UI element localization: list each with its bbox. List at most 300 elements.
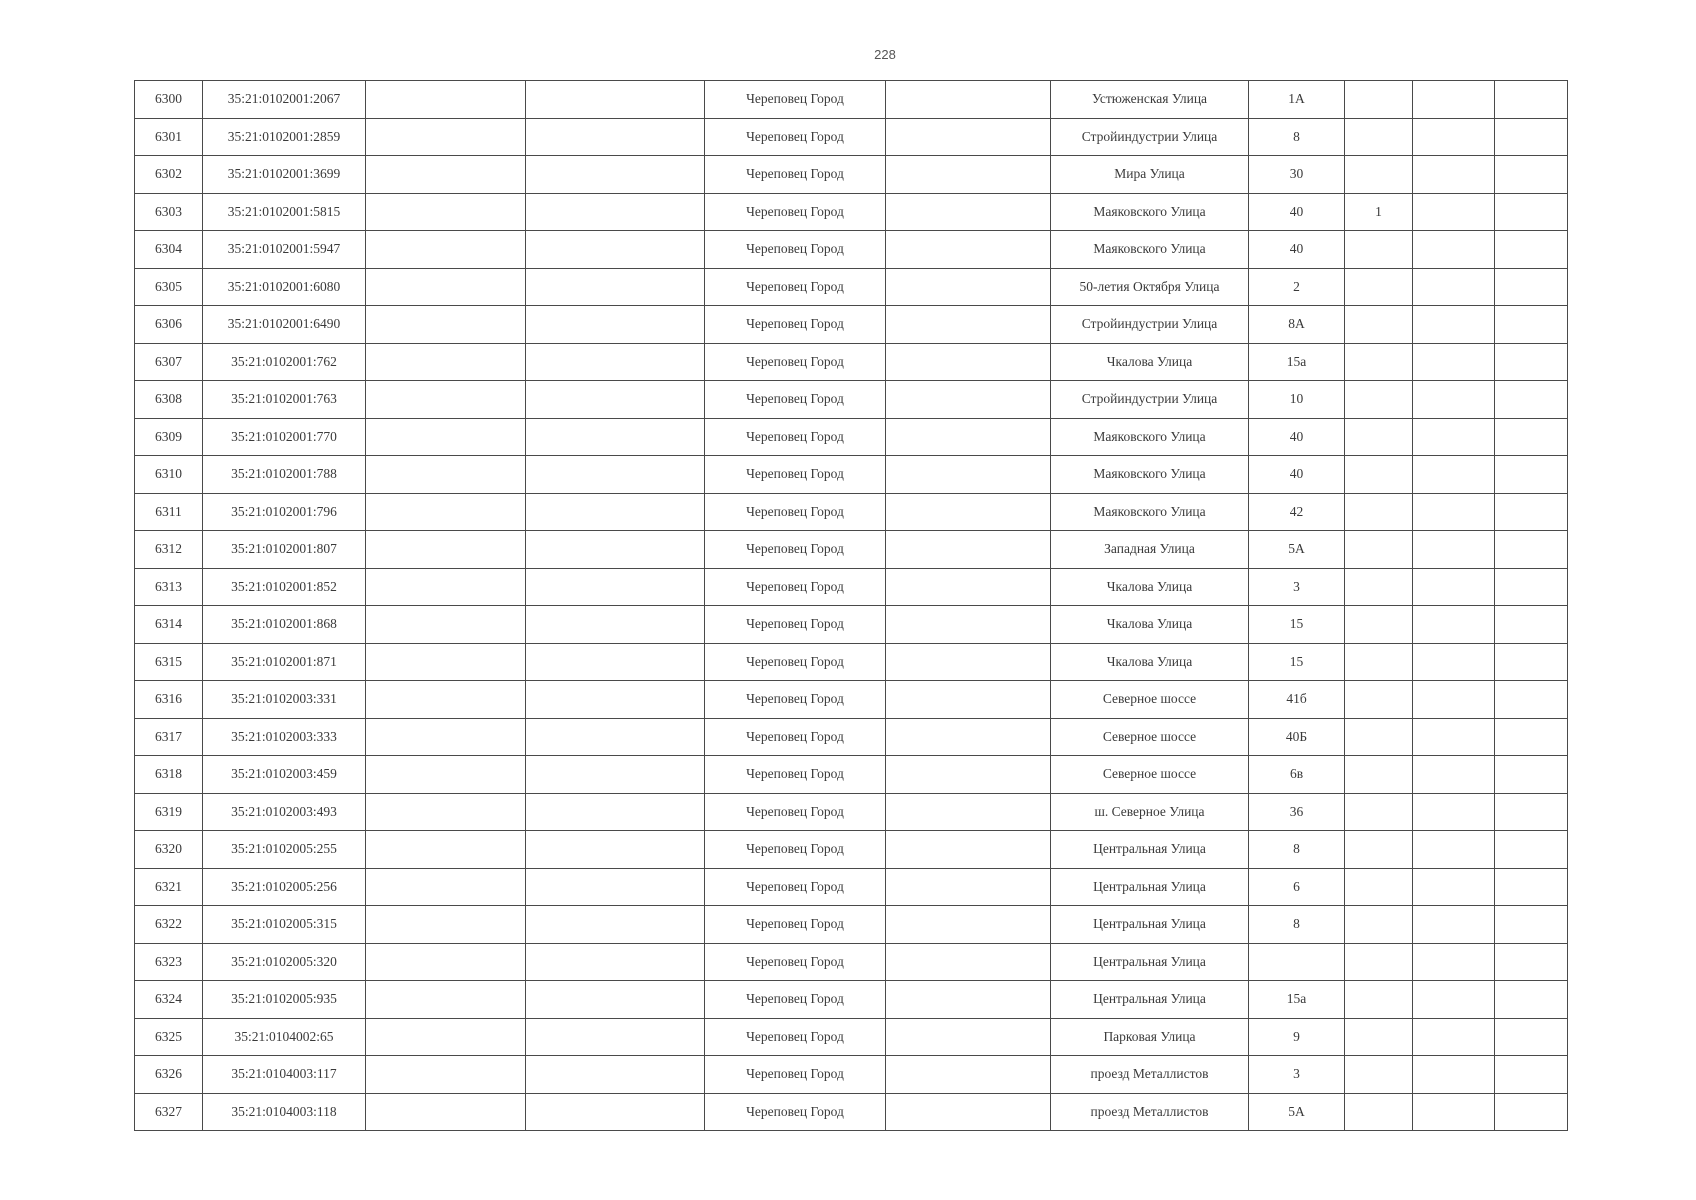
building-number-cell bbox=[1345, 493, 1413, 531]
house-number-cell: 40 bbox=[1249, 231, 1345, 269]
locality-cell: Череповец Город bbox=[705, 1018, 886, 1056]
building-number-cell bbox=[1345, 981, 1413, 1019]
empty-cell bbox=[526, 756, 705, 794]
street-cell: Чкалова Улица bbox=[1051, 643, 1249, 681]
empty-cell bbox=[1413, 193, 1495, 231]
empty-cell bbox=[526, 943, 705, 981]
empty-cell bbox=[1495, 231, 1568, 269]
empty-cell bbox=[1413, 831, 1495, 869]
table-row bbox=[135, 718, 1568, 756]
table-row bbox=[135, 943, 1568, 981]
table-row bbox=[135, 756, 1568, 794]
cadastral-number-cell: 35:21:0102001:807 bbox=[203, 531, 366, 569]
empty-cell bbox=[366, 493, 526, 531]
locality-cell: Череповец Город bbox=[705, 981, 886, 1019]
empty-cell bbox=[1495, 1018, 1568, 1056]
cadastral-number-cell: 35:21:0102001:762 bbox=[203, 343, 366, 381]
table-row bbox=[135, 156, 1568, 194]
row-number-cell: 6311 bbox=[135, 493, 203, 531]
cadastral-number-cell: 35:21:0102001:852 bbox=[203, 568, 366, 606]
empty-cell bbox=[366, 81, 526, 119]
empty-cell bbox=[366, 231, 526, 269]
locality-cell: Череповец Город bbox=[705, 606, 886, 644]
table-row bbox=[135, 906, 1568, 944]
empty-cell bbox=[366, 531, 526, 569]
empty-cell bbox=[886, 156, 1051, 194]
empty-cell bbox=[526, 306, 705, 344]
row-number-cell: 6326 bbox=[135, 1056, 203, 1094]
empty-cell bbox=[366, 156, 526, 194]
cadastral-number-cell: 35:21:0102005:315 bbox=[203, 906, 366, 944]
empty-cell bbox=[526, 268, 705, 306]
empty-cell bbox=[886, 568, 1051, 606]
street-cell: Маяковского Улица bbox=[1051, 418, 1249, 456]
empty-cell bbox=[1495, 343, 1568, 381]
street-cell: Чкалова Улица bbox=[1051, 606, 1249, 644]
house-number-cell: 40 bbox=[1249, 193, 1345, 231]
empty-cell bbox=[1495, 81, 1568, 119]
street-cell: Северное шоссе bbox=[1051, 681, 1249, 719]
empty-cell bbox=[1413, 118, 1495, 156]
building-number-cell bbox=[1345, 531, 1413, 569]
empty-cell bbox=[886, 418, 1051, 456]
street-cell: Маяковского Улица bbox=[1051, 493, 1249, 531]
empty-cell bbox=[1495, 118, 1568, 156]
row-number-cell: 6312 bbox=[135, 531, 203, 569]
empty-cell bbox=[526, 906, 705, 944]
building-number-cell bbox=[1345, 606, 1413, 644]
table-body bbox=[135, 81, 1568, 1131]
table-row bbox=[135, 868, 1568, 906]
empty-cell bbox=[1495, 643, 1568, 681]
empty-cell bbox=[1413, 343, 1495, 381]
building-number-cell bbox=[1345, 1018, 1413, 1056]
cadastral-number-cell: 35:21:0102001:6490 bbox=[203, 306, 366, 344]
row-number-cell: 6322 bbox=[135, 906, 203, 944]
cadastral-number-cell: 35:21:0102001:770 bbox=[203, 418, 366, 456]
empty-cell bbox=[1495, 756, 1568, 794]
empty-cell bbox=[526, 343, 705, 381]
table-row bbox=[135, 118, 1568, 156]
empty-cell bbox=[1413, 1056, 1495, 1094]
empty-cell bbox=[1495, 531, 1568, 569]
cadastral-number-cell: 35:21:0102005:255 bbox=[203, 831, 366, 869]
empty-cell bbox=[366, 1093, 526, 1131]
row-number-cell: 6305 bbox=[135, 268, 203, 306]
empty-cell bbox=[886, 1093, 1051, 1131]
empty-cell bbox=[526, 606, 705, 644]
cadastral-number-cell: 35:21:0102001:788 bbox=[203, 456, 366, 494]
house-number-cell: 5А bbox=[1249, 1093, 1345, 1131]
empty-cell bbox=[1495, 493, 1568, 531]
empty-cell bbox=[366, 718, 526, 756]
empty-cell bbox=[1413, 81, 1495, 119]
building-number-cell bbox=[1345, 268, 1413, 306]
empty-cell bbox=[526, 681, 705, 719]
empty-cell bbox=[1413, 981, 1495, 1019]
registry-table bbox=[134, 80, 1568, 1131]
house-number-cell: 3 bbox=[1249, 568, 1345, 606]
empty-cell bbox=[366, 981, 526, 1019]
building-number-cell bbox=[1345, 418, 1413, 456]
cadastral-number-cell: 35:21:0102001:2067 bbox=[203, 81, 366, 119]
table-row bbox=[135, 681, 1568, 719]
house-number-cell: 10 bbox=[1249, 381, 1345, 419]
cadastral-number-cell: 35:21:0102001:868 bbox=[203, 606, 366, 644]
empty-cell bbox=[886, 681, 1051, 719]
table-row bbox=[135, 643, 1568, 681]
table-row bbox=[135, 793, 1568, 831]
street-cell: Стройиндустрии Улица bbox=[1051, 118, 1249, 156]
empty-cell bbox=[886, 981, 1051, 1019]
empty-cell bbox=[1413, 718, 1495, 756]
empty-cell bbox=[1413, 568, 1495, 606]
empty-cell bbox=[886, 268, 1051, 306]
street-cell: Стройиндустрии Улица bbox=[1051, 306, 1249, 344]
house-number-cell: 8 bbox=[1249, 831, 1345, 869]
house-number-cell: 15 bbox=[1249, 643, 1345, 681]
empty-cell bbox=[1495, 1093, 1568, 1131]
empty-cell bbox=[1413, 681, 1495, 719]
empty-cell bbox=[886, 118, 1051, 156]
empty-cell bbox=[366, 643, 526, 681]
cadastral-number-cell: 35:21:0102005:935 bbox=[203, 981, 366, 1019]
empty-cell bbox=[366, 756, 526, 794]
building-number-cell bbox=[1345, 306, 1413, 344]
house-number-cell: 15а bbox=[1249, 981, 1345, 1019]
locality-cell: Череповец Город bbox=[705, 343, 886, 381]
table-row bbox=[135, 1056, 1568, 1094]
row-number-cell: 6317 bbox=[135, 718, 203, 756]
empty-cell bbox=[526, 381, 705, 419]
empty-cell bbox=[886, 643, 1051, 681]
table-row bbox=[135, 456, 1568, 494]
locality-cell: Череповец Город bbox=[705, 793, 886, 831]
empty-cell bbox=[526, 418, 705, 456]
empty-cell bbox=[886, 81, 1051, 119]
table-row bbox=[135, 531, 1568, 569]
empty-cell bbox=[886, 831, 1051, 869]
empty-cell bbox=[526, 868, 705, 906]
cadastral-number-cell: 35:21:0102001:2859 bbox=[203, 118, 366, 156]
building-number-cell bbox=[1345, 831, 1413, 869]
empty-cell bbox=[886, 793, 1051, 831]
table-row bbox=[135, 1093, 1568, 1131]
row-number-cell: 6306 bbox=[135, 306, 203, 344]
empty-cell bbox=[1413, 306, 1495, 344]
building-number-cell bbox=[1345, 943, 1413, 981]
empty-cell bbox=[886, 606, 1051, 644]
house-number-cell: 15а bbox=[1249, 343, 1345, 381]
street-cell: Центральная Улица bbox=[1051, 831, 1249, 869]
empty-cell bbox=[1413, 381, 1495, 419]
row-number-cell: 6323 bbox=[135, 943, 203, 981]
empty-cell bbox=[366, 418, 526, 456]
building-number-cell bbox=[1345, 81, 1413, 119]
cadastral-number-cell: 35:21:0102003:459 bbox=[203, 756, 366, 794]
page-number: 228 bbox=[874, 47, 896, 62]
table-row bbox=[135, 381, 1568, 419]
empty-cell bbox=[526, 1056, 705, 1094]
building-number-cell bbox=[1345, 868, 1413, 906]
row-number-cell: 6300 bbox=[135, 81, 203, 119]
locality-cell: Череповец Город bbox=[705, 418, 886, 456]
locality-cell: Череповец Город bbox=[705, 906, 886, 944]
empty-cell bbox=[1495, 981, 1568, 1019]
table-row bbox=[135, 981, 1568, 1019]
row-number-cell: 6314 bbox=[135, 606, 203, 644]
empty-cell bbox=[1413, 1093, 1495, 1131]
cadastral-number-cell: 35:21:0102001:871 bbox=[203, 643, 366, 681]
row-number-cell: 6309 bbox=[135, 418, 203, 456]
empty-cell bbox=[1413, 456, 1495, 494]
locality-cell: Череповец Город bbox=[705, 193, 886, 231]
empty-cell bbox=[1495, 156, 1568, 194]
cadastral-number-cell: 35:21:0102005:256 bbox=[203, 868, 366, 906]
empty-cell bbox=[886, 231, 1051, 269]
empty-cell bbox=[886, 906, 1051, 944]
cadastral-number-cell: 35:21:0104003:118 bbox=[203, 1093, 366, 1131]
row-number-cell: 6316 bbox=[135, 681, 203, 719]
empty-cell bbox=[1413, 531, 1495, 569]
empty-cell bbox=[526, 493, 705, 531]
locality-cell: Череповец Город bbox=[705, 268, 886, 306]
empty-cell bbox=[1495, 268, 1568, 306]
house-number-cell: 41б bbox=[1249, 681, 1345, 719]
building-number-cell bbox=[1345, 1056, 1413, 1094]
empty-cell bbox=[526, 793, 705, 831]
empty-cell bbox=[1413, 606, 1495, 644]
street-cell: Устюженская Улица bbox=[1051, 81, 1249, 119]
empty-cell bbox=[886, 193, 1051, 231]
empty-cell bbox=[366, 456, 526, 494]
street-cell: Центральная Улица bbox=[1051, 906, 1249, 944]
building-number-cell: 1 bbox=[1345, 193, 1413, 231]
street-cell: ш. Северное Улица bbox=[1051, 793, 1249, 831]
empty-cell bbox=[366, 1018, 526, 1056]
cadastral-number-cell: 35:21:0102001:3699 bbox=[203, 156, 366, 194]
row-number-cell: 6313 bbox=[135, 568, 203, 606]
locality-cell: Череповец Город bbox=[705, 718, 886, 756]
table-row bbox=[135, 1018, 1568, 1056]
row-number-cell: 6304 bbox=[135, 231, 203, 269]
street-cell: Стройиндустрии Улица bbox=[1051, 381, 1249, 419]
locality-cell: Череповец Город bbox=[705, 306, 886, 344]
empty-cell bbox=[526, 456, 705, 494]
cadastral-number-cell: 35:21:0102001:763 bbox=[203, 381, 366, 419]
empty-cell bbox=[526, 118, 705, 156]
table-row bbox=[135, 493, 1568, 531]
empty-cell bbox=[526, 568, 705, 606]
empty-cell bbox=[366, 793, 526, 831]
building-number-cell bbox=[1345, 343, 1413, 381]
building-number-cell bbox=[1345, 568, 1413, 606]
table-row bbox=[135, 193, 1568, 231]
locality-cell: Череповец Город bbox=[705, 643, 886, 681]
cadastral-number-cell: 35:21:0102001:6080 bbox=[203, 268, 366, 306]
empty-cell bbox=[526, 981, 705, 1019]
empty-cell bbox=[1413, 793, 1495, 831]
empty-cell bbox=[526, 1093, 705, 1131]
building-number-cell bbox=[1345, 156, 1413, 194]
house-number-cell: 42 bbox=[1249, 493, 1345, 531]
empty-cell bbox=[366, 118, 526, 156]
row-number-cell: 6308 bbox=[135, 381, 203, 419]
row-number-cell: 6320 bbox=[135, 831, 203, 869]
empty-cell bbox=[366, 343, 526, 381]
empty-cell bbox=[1495, 456, 1568, 494]
empty-cell bbox=[366, 193, 526, 231]
locality-cell: Череповец Город bbox=[705, 943, 886, 981]
empty-cell bbox=[526, 231, 705, 269]
empty-cell bbox=[1413, 1018, 1495, 1056]
empty-cell bbox=[1413, 156, 1495, 194]
empty-cell bbox=[366, 268, 526, 306]
cadastral-number-cell: 35:21:0102005:320 bbox=[203, 943, 366, 981]
empty-cell bbox=[366, 606, 526, 644]
empty-cell bbox=[1495, 606, 1568, 644]
empty-cell bbox=[1413, 906, 1495, 944]
empty-cell bbox=[886, 531, 1051, 569]
empty-cell bbox=[886, 456, 1051, 494]
building-number-cell bbox=[1345, 681, 1413, 719]
locality-cell: Череповец Город bbox=[705, 231, 886, 269]
empty-cell bbox=[526, 643, 705, 681]
building-number-cell bbox=[1345, 793, 1413, 831]
street-cell: Маяковского Улица bbox=[1051, 231, 1249, 269]
table-row bbox=[135, 606, 1568, 644]
cadastral-number-cell: 35:21:0104002:65 bbox=[203, 1018, 366, 1056]
house-number-cell: 8А bbox=[1249, 306, 1345, 344]
table-row bbox=[135, 831, 1568, 869]
empty-cell bbox=[366, 831, 526, 869]
building-number-cell bbox=[1345, 118, 1413, 156]
street-cell: Парковая Улица bbox=[1051, 1018, 1249, 1056]
empty-cell bbox=[886, 306, 1051, 344]
house-number-cell: 6в bbox=[1249, 756, 1345, 794]
street-cell: проезд Металлистов bbox=[1051, 1056, 1249, 1094]
cadastral-number-cell: 35:21:0102001:5947 bbox=[203, 231, 366, 269]
table-row bbox=[135, 306, 1568, 344]
empty-cell bbox=[1495, 681, 1568, 719]
row-number-cell: 6302 bbox=[135, 156, 203, 194]
street-cell: Мира Улица bbox=[1051, 156, 1249, 194]
empty-cell bbox=[886, 493, 1051, 531]
house-number-cell: 15 bbox=[1249, 606, 1345, 644]
cadastral-number-cell: 35:21:0102003:333 bbox=[203, 718, 366, 756]
locality-cell: Череповец Город bbox=[705, 81, 886, 119]
building-number-cell bbox=[1345, 381, 1413, 419]
row-number-cell: 6321 bbox=[135, 868, 203, 906]
house-number-cell: 9 bbox=[1249, 1018, 1345, 1056]
empty-cell bbox=[1413, 493, 1495, 531]
empty-cell bbox=[1413, 756, 1495, 794]
locality-cell: Череповец Город bbox=[705, 568, 886, 606]
empty-cell bbox=[526, 81, 705, 119]
building-number-cell bbox=[1345, 906, 1413, 944]
cadastral-number-cell: 35:21:0104003:117 bbox=[203, 1056, 366, 1094]
building-number-cell bbox=[1345, 718, 1413, 756]
street-cell: проезд Металлистов bbox=[1051, 1093, 1249, 1131]
empty-cell bbox=[1413, 268, 1495, 306]
empty-cell bbox=[526, 718, 705, 756]
empty-cell bbox=[526, 831, 705, 869]
locality-cell: Череповец Город bbox=[705, 118, 886, 156]
street-cell: Маяковского Улица bbox=[1051, 456, 1249, 494]
empty-cell bbox=[366, 568, 526, 606]
row-number-cell: 6324 bbox=[135, 981, 203, 1019]
empty-cell bbox=[1495, 381, 1568, 419]
house-number-cell: 40 bbox=[1249, 418, 1345, 456]
row-number-cell: 6301 bbox=[135, 118, 203, 156]
empty-cell bbox=[366, 381, 526, 419]
empty-cell bbox=[366, 681, 526, 719]
street-cell: Центральная Улица bbox=[1051, 981, 1249, 1019]
house-number-cell: 6 bbox=[1249, 868, 1345, 906]
empty-cell bbox=[886, 756, 1051, 794]
locality-cell: Череповец Город bbox=[705, 868, 886, 906]
table-row bbox=[135, 231, 1568, 269]
locality-cell: Череповец Город bbox=[705, 1093, 886, 1131]
house-number-cell: 40 bbox=[1249, 456, 1345, 494]
table-row bbox=[135, 268, 1568, 306]
empty-cell bbox=[1495, 568, 1568, 606]
empty-cell bbox=[1495, 906, 1568, 944]
empty-cell bbox=[526, 156, 705, 194]
locality-cell: Череповец Город bbox=[705, 456, 886, 494]
locality-cell: Череповец Город bbox=[705, 531, 886, 569]
cadastral-number-cell: 35:21:0102001:796 bbox=[203, 493, 366, 531]
empty-cell bbox=[886, 343, 1051, 381]
empty-cell bbox=[1413, 231, 1495, 269]
empty-cell bbox=[886, 381, 1051, 419]
cadastral-number-cell: 35:21:0102003:493 bbox=[203, 793, 366, 831]
empty-cell bbox=[1495, 943, 1568, 981]
empty-cell bbox=[366, 868, 526, 906]
empty-cell bbox=[1495, 193, 1568, 231]
house-number-cell: 1А bbox=[1249, 81, 1345, 119]
empty-cell bbox=[366, 906, 526, 944]
street-cell: 50-летия Октября Улица bbox=[1051, 268, 1249, 306]
empty-cell bbox=[1495, 868, 1568, 906]
street-cell: Центральная Улица bbox=[1051, 943, 1249, 981]
locality-cell: Череповец Город bbox=[705, 756, 886, 794]
empty-cell bbox=[1413, 868, 1495, 906]
street-cell: Северное шоссе bbox=[1051, 756, 1249, 794]
house-number-cell: 30 bbox=[1249, 156, 1345, 194]
street-cell: Западная Улица bbox=[1051, 531, 1249, 569]
locality-cell: Череповец Город bbox=[705, 681, 886, 719]
street-cell: Центральная Улица bbox=[1051, 868, 1249, 906]
row-number-cell: 6318 bbox=[135, 756, 203, 794]
empty-cell bbox=[1413, 943, 1495, 981]
street-cell: Чкалова Улица bbox=[1051, 343, 1249, 381]
empty-cell bbox=[1413, 643, 1495, 681]
row-number-cell: 6310 bbox=[135, 456, 203, 494]
street-cell: Чкалова Улица bbox=[1051, 568, 1249, 606]
locality-cell: Череповец Город bbox=[705, 156, 886, 194]
house-number-cell: 40Б bbox=[1249, 718, 1345, 756]
house-number-cell: 8 bbox=[1249, 118, 1345, 156]
house-number-cell: 5А bbox=[1249, 531, 1345, 569]
empty-cell bbox=[1495, 1056, 1568, 1094]
building-number-cell bbox=[1345, 756, 1413, 794]
building-number-cell bbox=[1345, 456, 1413, 494]
house-number-cell: 2 bbox=[1249, 268, 1345, 306]
building-number-cell bbox=[1345, 1093, 1413, 1131]
house-number-cell bbox=[1249, 943, 1345, 981]
empty-cell bbox=[366, 1056, 526, 1094]
